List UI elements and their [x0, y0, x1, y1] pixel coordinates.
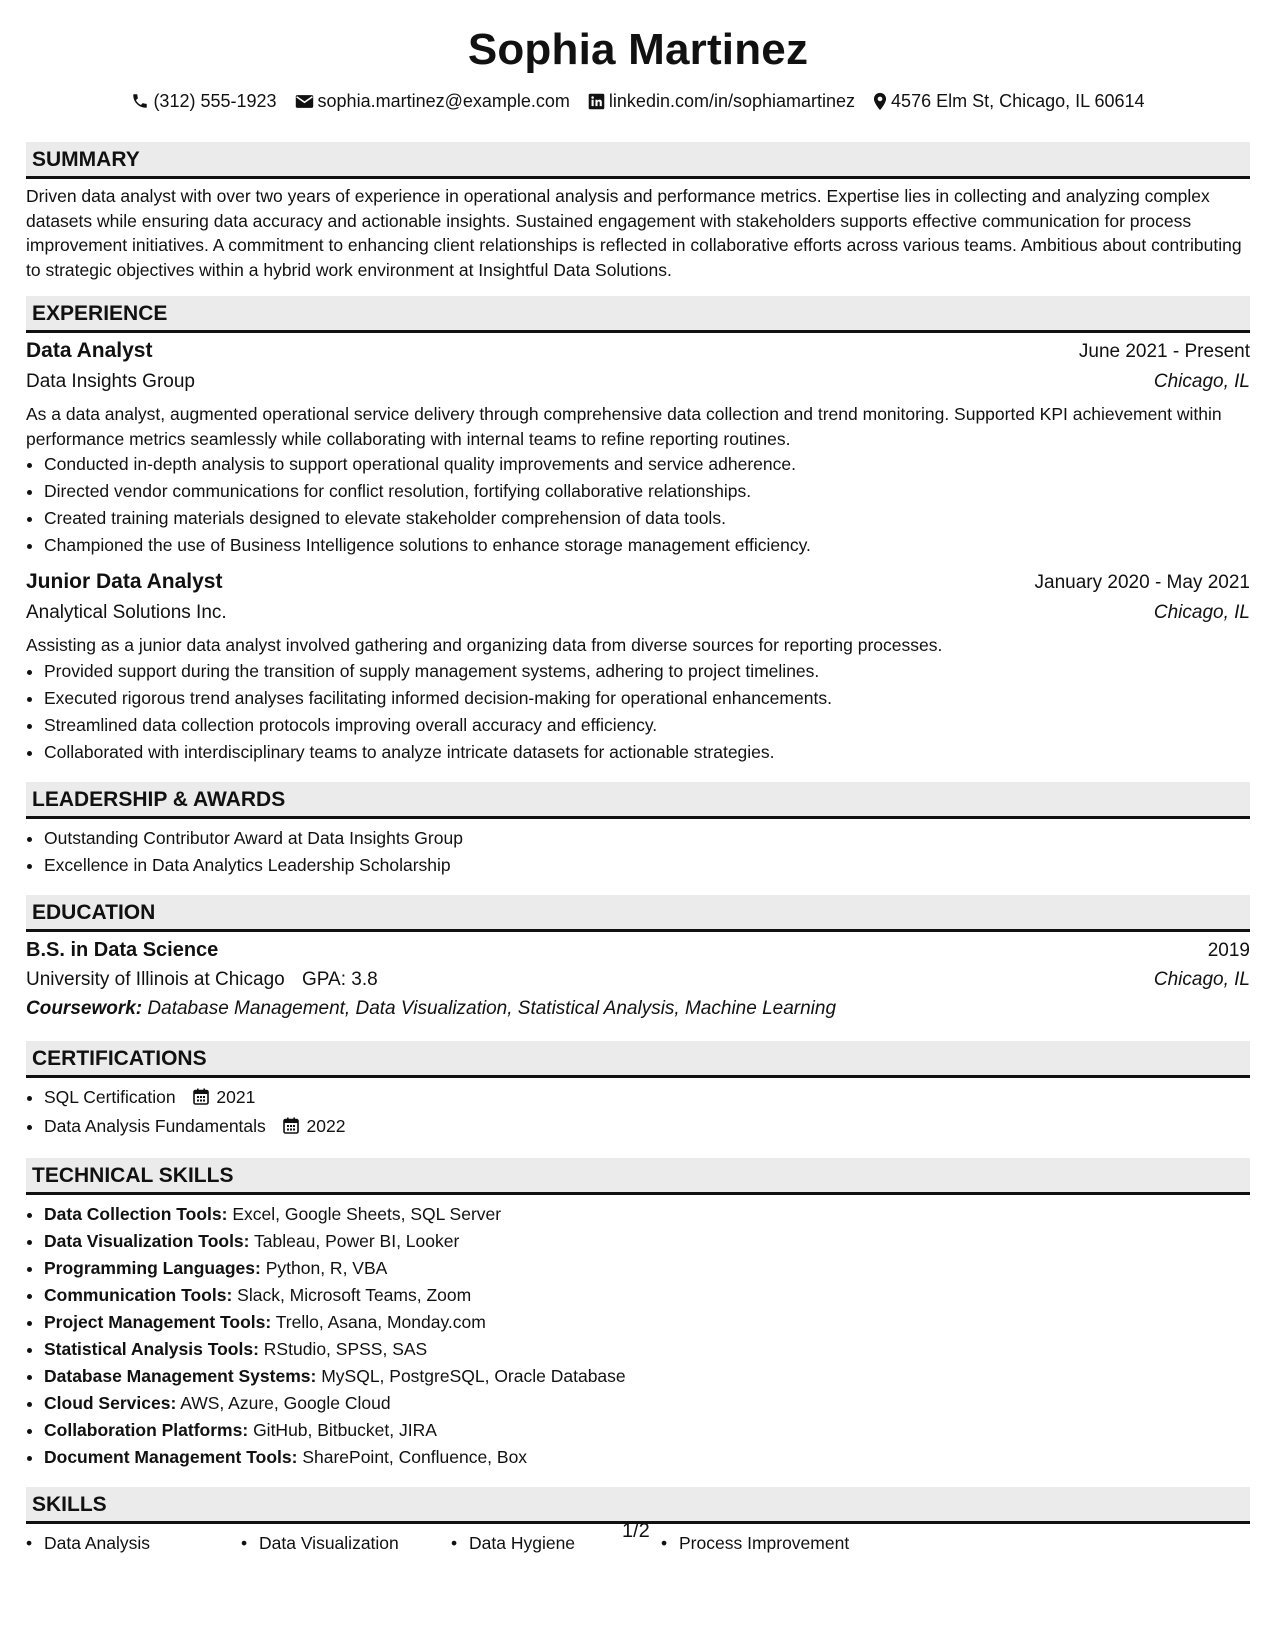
contact-bar [26, 90, 1250, 112]
list-item: • Created training materials designed to elevate stakeholder comprehension of data tools. [44, 505, 1250, 532]
job-location: Chicago, IL [1153, 602, 1250, 623]
cert-year: 2021 [216, 1086, 256, 1107]
job-title: Data Analyst [26, 339, 153, 362]
address-text: 4576 Elm St, Chicago, IL 60614 [891, 91, 1145, 111]
skill-values: Tableau, Power BI, Looker [254, 1230, 460, 1251]
list-item: • Provided support during the transition of supply management systems, adhering to project timelines. [44, 658, 1250, 685]
job-dates: January 2020 - May 2021 [1034, 572, 1250, 593]
skill-category: Communication Tools: [44, 1284, 233, 1305]
cert-year: 2022 [306, 1115, 346, 1136]
email-link[interactable]: sophia.martinez@example.com [317, 91, 570, 111]
linkedin-icon [588, 93, 605, 110]
list-item [44, 1336, 1250, 1363]
job-bullets [26, 658, 1250, 766]
skill-category: Data Collection Tools: [44, 1203, 228, 1224]
job-title: Junior Data Analyst [26, 570, 223, 593]
skill-category: Programming Languages: [44, 1257, 261, 1278]
phone-icon [131, 92, 149, 110]
resume-page [26, 0, 1250, 1557]
envelope-icon [295, 94, 314, 109]
list-item: • Data Visualization [241, 1530, 451, 1557]
list-item [44, 1390, 1250, 1417]
job-company-row [26, 599, 1250, 627]
list-item [44, 1201, 1250, 1228]
list-item [44, 1363, 1250, 1390]
job-location: Chicago, IL [1153, 371, 1250, 392]
list-item: • Directed vendor communications for conflict resolution, fortifying collaborative relationships. [44, 478, 1250, 505]
education-entry [26, 936, 1250, 1023]
technical-skills-list [26, 1201, 1250, 1471]
candidate-name: Sophia Martinez [467, 25, 809, 74]
skill-values: AWS, Azure, Google Cloud [180, 1392, 391, 1413]
calendar-icon [283, 1115, 299, 1142]
school-location: Chicago, IL [1153, 968, 1250, 990]
contact-address [873, 90, 1145, 112]
list-item [44, 1228, 1250, 1255]
skill-values: GitHub, Bitbucket, JIRA [253, 1419, 437, 1440]
contact-phone [131, 90, 276, 112]
skill-values: MySQL, PostgreSQL, Oracle Database [321, 1365, 626, 1386]
skill-values: Excel, Google Sheets, SQL Server [232, 1203, 502, 1224]
list-item: • Data Hygiene [451, 1530, 661, 1557]
linkedin-link[interactable]: linkedin.com/in/sophiamartinez [608, 91, 856, 111]
job-bullets [26, 451, 1250, 559]
job-entry [26, 337, 1250, 559]
list-item: • Championed the use of Business Intelligence solutions to enhance storage management efficiency. [44, 532, 1250, 559]
gpa: GPA: 3.8 [302, 968, 378, 990]
job-header-row [26, 568, 1250, 597]
leadership-heading: LEADERSHIP & AWARDS [26, 782, 1250, 819]
skill-category: Database Management Systems: [44, 1365, 317, 1386]
list-item: • Collaborated with interdisciplinary teams to analyze intricate datasets for actionable strategies. [44, 739, 1250, 766]
certifications-heading: CERTIFICATIONS [26, 1041, 1250, 1078]
job-dates: June 2021 - Present [1078, 341, 1250, 362]
certifications-list [26, 1084, 1250, 1142]
list-item: • Executed rigorous trend analyses facilitating informed decision-making for operational enhancements. [44, 685, 1250, 712]
skill-values: Python, R, VBA [265, 1257, 388, 1278]
skill-category: Statistical Analysis Tools: [44, 1338, 259, 1359]
skill-category: Project Management Tools: [44, 1311, 272, 1332]
skill-values: SharePoint, Confluence, Box [302, 1446, 528, 1467]
list-item [44, 1084, 1250, 1113]
graduation-year: 2019 [1207, 939, 1250, 961]
page-number: 1/2 [622, 1520, 650, 1542]
degree-row [26, 936, 1250, 965]
list-item [44, 1282, 1250, 1309]
calendar-icon [193, 1086, 209, 1113]
job-description: As a data analyst, augmented operational service delivery through comprehensive data collection and trend monitoring. Supported KPI achievement within performance metrics seamlessly while collaborating with internal teams to refine reporting routines. [26, 404, 1222, 449]
list-item [44, 1113, 1250, 1142]
list-item: • Conducted in-depth analysis to support operational quality improvements and service adherence. [44, 451, 1250, 478]
job-header-row [26, 337, 1250, 366]
list-item: • Data Analysis [26, 1530, 241, 1557]
skill-values: RStudio, SPSS, SAS [263, 1338, 428, 1359]
technical-skills-heading: TECHNICAL SKILLS [26, 1158, 1250, 1195]
contact-linkedin[interactable] [588, 90, 855, 112]
coursework-line [26, 995, 1250, 1023]
degree: B.S. in Data Science [26, 938, 219, 961]
school-row [26, 966, 1250, 994]
leadership-list [26, 825, 1250, 879]
list-item [44, 1417, 1250, 1444]
list-item [44, 1255, 1250, 1282]
list-item: • Process Improvement [661, 1530, 849, 1557]
job-entry [26, 568, 1250, 766]
skill-category: Document Management Tools: [44, 1446, 298, 1467]
skill-category: Collaboration Platforms: [44, 1419, 249, 1440]
summary-heading: SUMMARY [26, 142, 1250, 179]
phone-text: (312) 555-1923 [153, 91, 277, 111]
school-name: University of Illinois at Chicago [26, 968, 285, 990]
job-company: Data Insights Group [26, 371, 195, 392]
skill-category: Cloud Services: [44, 1392, 177, 1413]
map-pin-icon [873, 92, 887, 111]
skill-values: Trello, Asana, Monday.com [275, 1311, 486, 1332]
list-item: • Excellence in Data Analytics Leadership Scholarship [44, 852, 1250, 879]
summary-text: Driven data analyst with over two years of experience in operational analysis and performance metrics. Expertise lies in collecting and analyzing complex datasets while ensuring data accuracy and actionable insights. Sustained engagement with stakeholders supports effective communication for process improvement initiatives. A commitment to enhancing client relationships is reflected in collaborative efforts across various teams. Ambitious about contributing to strategic objectives within a hybrid work environment at Insightful Data Solutions. [26, 186, 1242, 280]
list-item [44, 1444, 1250, 1471]
coursework-label: Coursework: [26, 997, 143, 1019]
skills-heading: SKILLS [26, 1487, 1250, 1524]
cert-name: SQL Certification [44, 1086, 176, 1107]
job-company: Analytical Solutions Inc. [26, 602, 227, 623]
job-company-row [26, 368, 1250, 396]
job-description: Assisting as a junior data analyst involved gathering and organizing data from diverse sources for reporting processes. [26, 635, 943, 655]
education-heading: EDUCATION [26, 895, 1250, 932]
skill-values: Slack, Microsoft Teams, Zoom [237, 1284, 472, 1305]
skill-category: Data Visualization Tools: [44, 1230, 250, 1251]
contact-email[interactable] [295, 90, 570, 112]
school-line [26, 966, 378, 994]
cert-name: Data Analysis Fundamentals [44, 1115, 266, 1136]
experience-heading: EXPERIENCE [26, 296, 1250, 333]
coursework-list: Database Management, Data Visualization, Statistical Analysis, Machine Learning [147, 997, 837, 1019]
list-item: • Streamlined data collection protocols improving overall accuracy and efficiency. [44, 712, 1250, 739]
list-item: • Outstanding Contributor Award at Data Insights Group [44, 825, 1250, 852]
list-item [44, 1309, 1250, 1336]
